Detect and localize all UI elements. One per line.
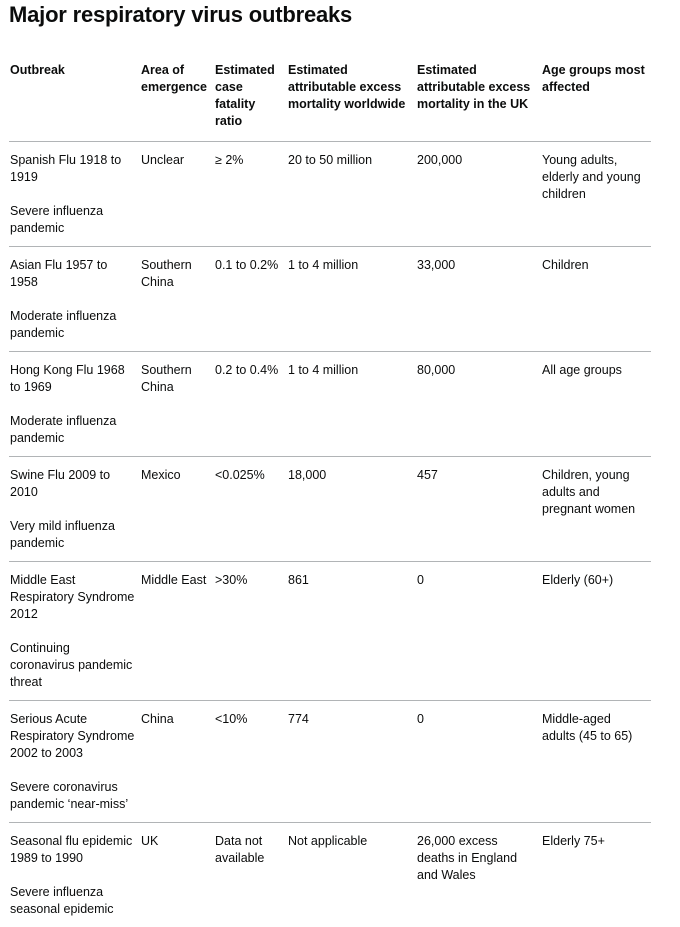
table-row [9,142,651,247]
table-body [9,142,651,927]
header-cfr: Estimated case fatality ratio [214,62,287,142]
cell-cfr: ≥ 2% [214,142,287,247]
cell-age: Elderly (60+) [541,562,651,701]
cell-cfr: 0.2 to 0.4% [214,352,287,457]
outbreak-name: Serious Acute Respiratory Syndrome 2002 to 2003 [10,712,134,760]
cell-uk: 80,000 [416,352,541,457]
outbreak-description: Continuing coronavirus pandemic threat [10,640,136,691]
outbreak-description: Severe influenza pandemic [10,203,136,237]
cell-worldwide: 861 [287,562,416,701]
header-uk: Estimated attributable excess mortality in the UK [416,62,541,142]
outbreak-name: Hong Kong Flu 1968 to 1969 [10,363,125,394]
cell-cfr: >30% [214,562,287,701]
cell-area: Unclear [140,142,214,247]
table-row [9,562,651,701]
outbreak-description: Moderate influenza pandemic [10,413,136,447]
cell-uk: 0 [416,701,541,823]
outbreak-description: Moderate influenza pandemic [10,308,136,342]
cell-cfr: <0.025% [214,457,287,562]
cell-area: UK [140,823,214,927]
cell-outbreak [9,142,140,247]
header-age: Age groups most affected [541,62,651,142]
cell-outbreak [9,562,140,701]
cell-uk: 26,000 excess deaths in England and Wales [416,823,541,927]
cell-outbreak [9,701,140,823]
cell-outbreak [9,247,140,352]
cell-worldwide: 18,000 [287,457,416,562]
page-title: Major respiratory virus outbreaks [9,0,660,29]
cell-outbreak [9,352,140,457]
table-row [9,247,651,352]
cell-outbreak [9,823,140,927]
outbreak-name: Seasonal flu epidemic 1989 to 1990 [10,834,132,865]
cell-uk: 0 [416,562,541,701]
header-worldwide: Estimated attributable excess mortality worldwide [287,62,416,142]
cell-worldwide: 20 to 50 million [287,142,416,247]
outbreak-name: Swine Flu 2009 to 2010 [10,468,110,499]
cell-area: Middle East [140,562,214,701]
header-area: Area of emergence [140,62,214,142]
cell-age: All age groups [541,352,651,457]
outbreaks-table [9,62,651,927]
outbreak-name: Asian Flu 1957 to 1958 [10,258,107,289]
outbreak-description: Severe influenza seasonal epidemic [10,884,136,918]
table-header [9,62,651,142]
outbreak-description: Severe coronavirus pandemic ‘near-miss’ [10,779,136,813]
cell-uk: 33,000 [416,247,541,352]
cell-area: China [140,701,214,823]
table-row [9,352,651,457]
cell-age: Children, young adults and pregnant women [541,457,651,562]
cell-outbreak [9,457,140,562]
cell-age: Middle-aged adults (45 to 65) [541,701,651,823]
outbreak-name: Middle East Respiratory Syndrome 2012 [10,573,134,621]
cell-age: Children [541,247,651,352]
cell-worldwide: 1 to 4 million [287,352,416,457]
cell-worldwide: Not applicable [287,823,416,927]
cell-cfr: Data not available [214,823,287,927]
outbreak-description: Very mild influenza pandemic [10,518,136,552]
cell-uk: 200,000 [416,142,541,247]
cell-age: Young adults, elderly and young children [541,142,651,247]
table-row [9,823,651,927]
cell-area: Southern China [140,352,214,457]
outbreak-name: Spanish Flu 1918 to 1919 [10,153,121,184]
cell-cfr: <10% [214,701,287,823]
table-row [9,701,651,823]
header-outbreak: Outbreak [9,62,140,142]
cell-worldwide: 1 to 4 million [287,247,416,352]
cell-area: Southern China [140,247,214,352]
cell-uk: 457 [416,457,541,562]
table-row [9,457,651,562]
cell-age: Elderly 75+ [541,823,651,927]
header-row [9,62,651,142]
cell-cfr: 0.1 to 0.2% [214,247,287,352]
cell-area: Mexico [140,457,214,562]
cell-worldwide: 774 [287,701,416,823]
